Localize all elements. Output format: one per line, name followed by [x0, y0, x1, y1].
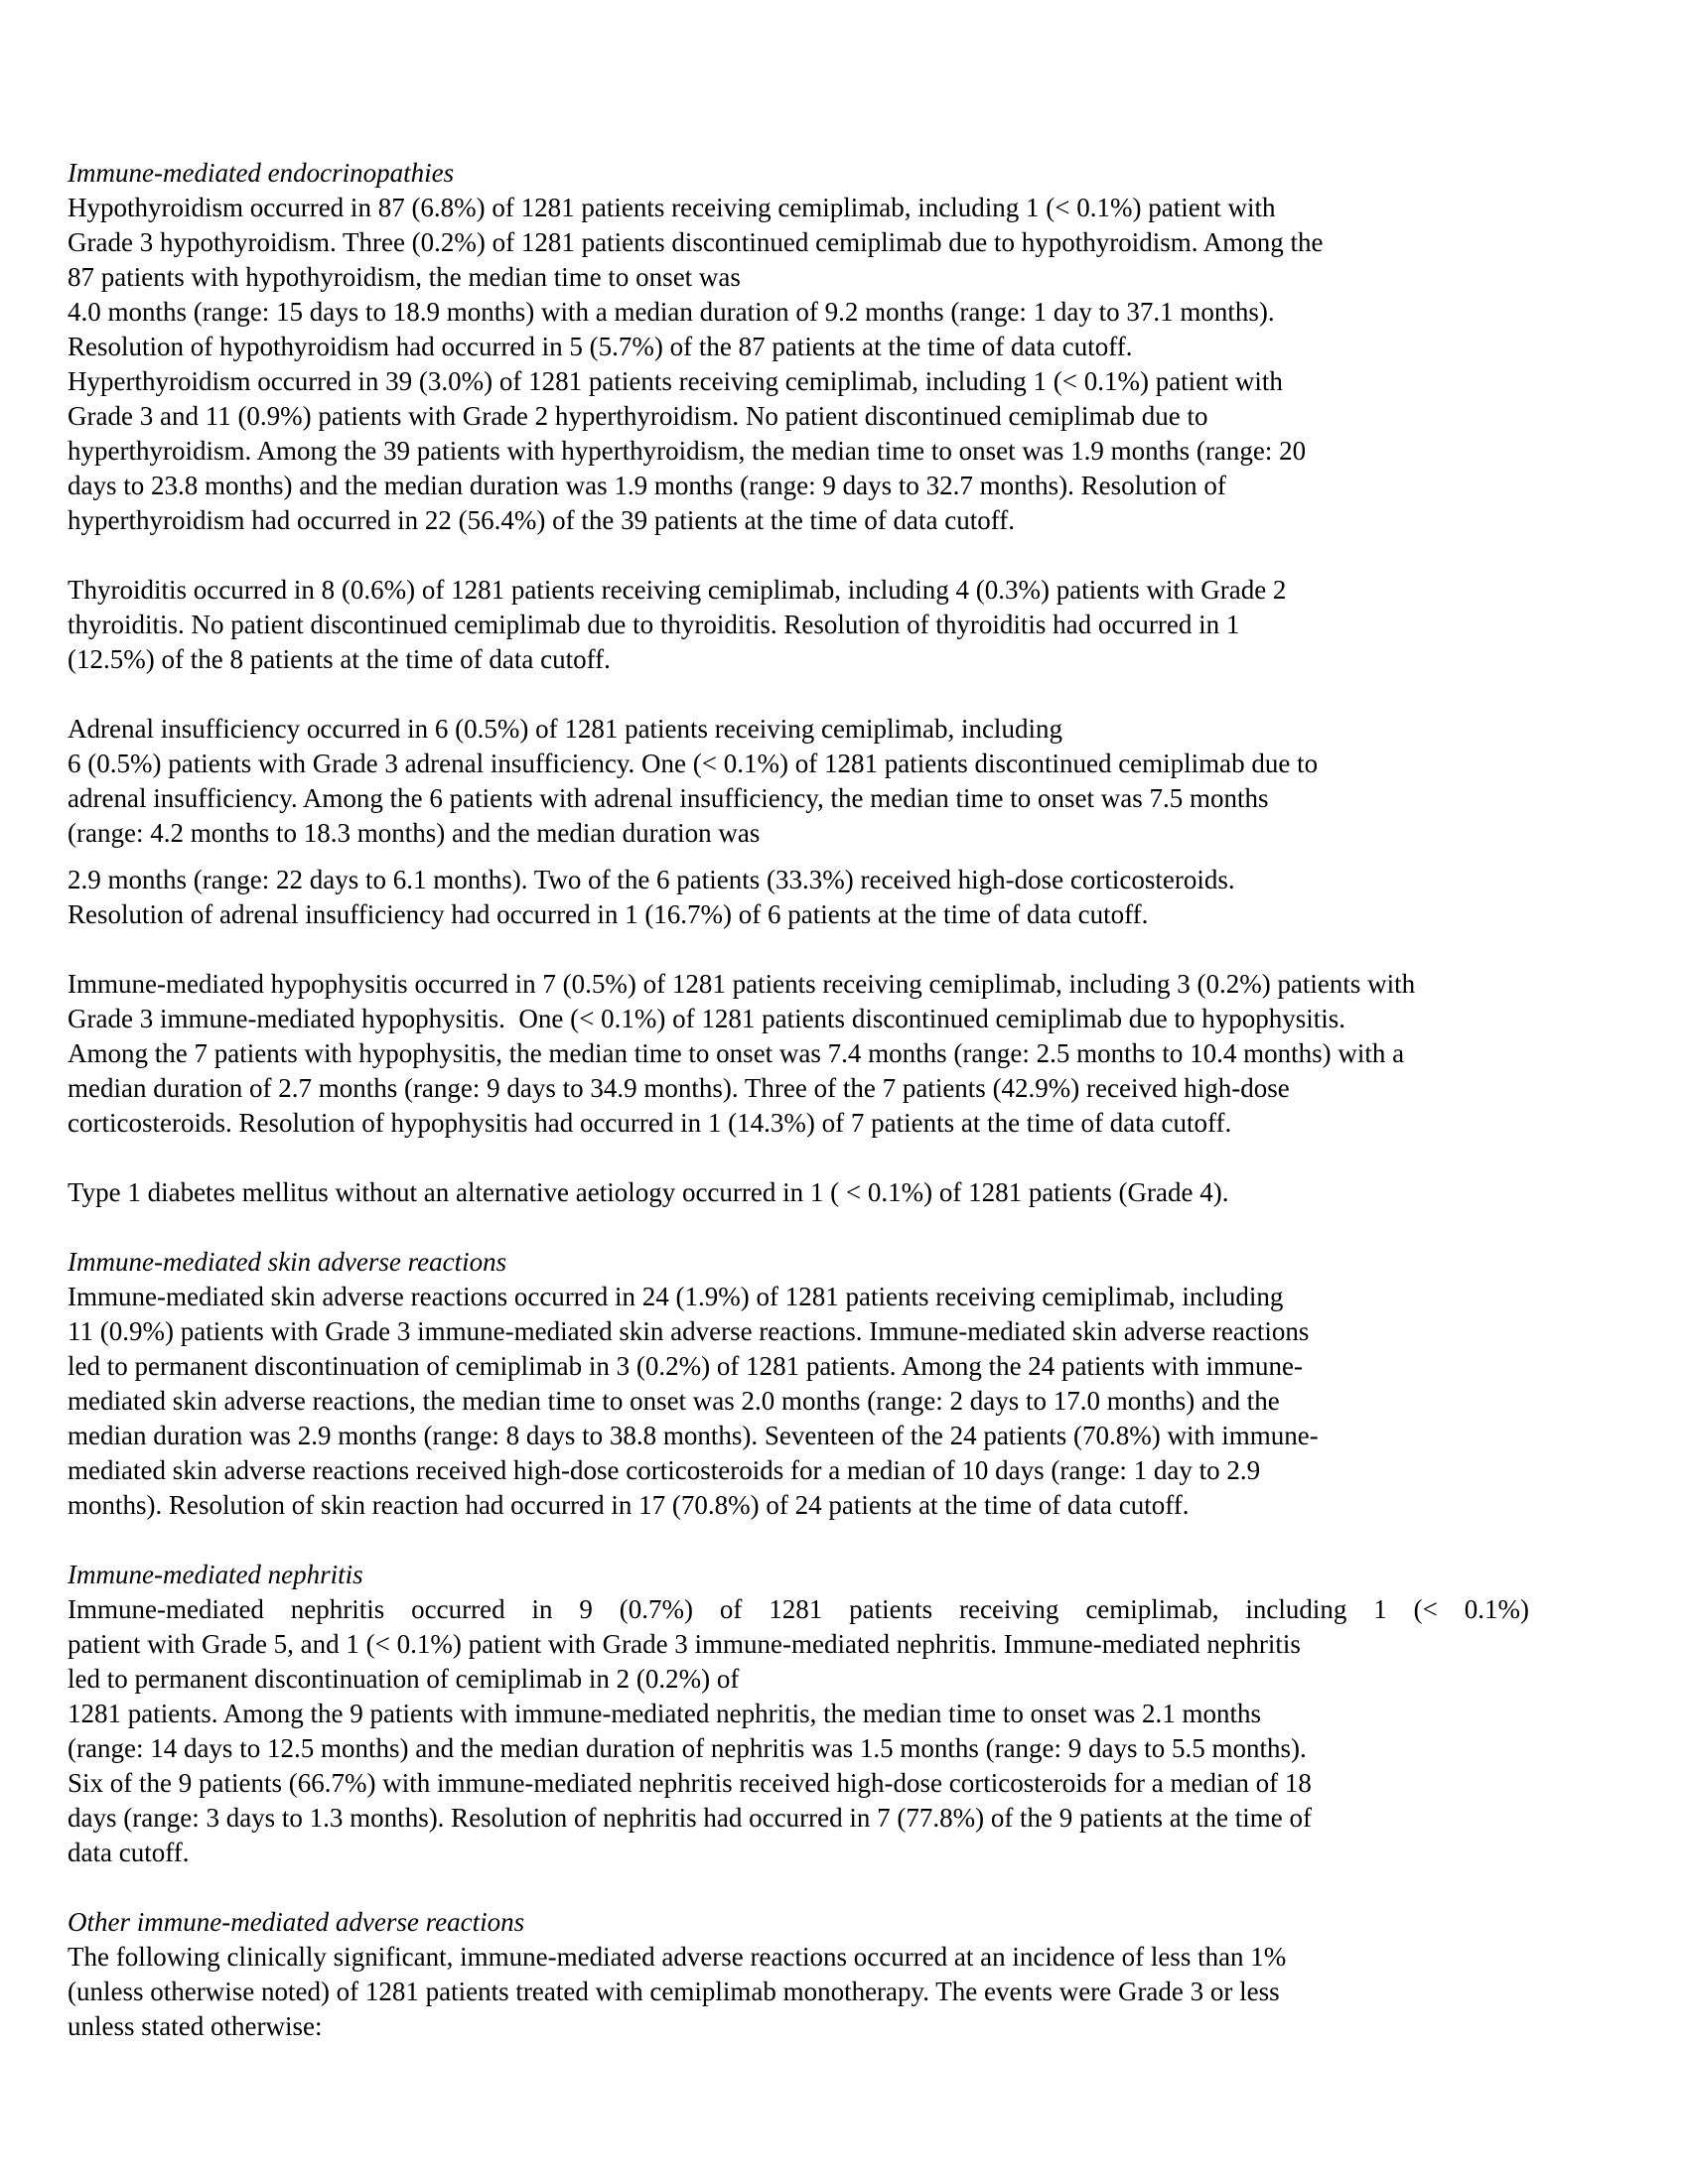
text-line: median duration was 2.9 months (range: 8 days to 38.8 months). Seventeen of the 24 patients (70.8%) with immune-: [68, 1421, 1319, 1450]
text-line: (range: 4.2 months to 18.3 months) and the median duration was: [68, 818, 761, 848]
text-line: Thyroiditis occurred in 8 (0.6%) of 1281 patients receiving cemiplimab, including 4 (0.3%) patients with Grade 2: [68, 575, 1287, 605]
paragraph-hyperthyroidism: [68, 364, 1617, 538]
text-line: 87 patients with hypothyroidism, the median time to onset was: [68, 262, 741, 292]
text-line: Resolution of hypothyroidism had occurred in 5 (5.7%) of the 87 patients at the time of data cutoff.: [68, 332, 1133, 361]
text-line: data cutoff.: [68, 1838, 190, 1867]
section-heading-other: Other immune-mediated adverse reactions: [68, 1907, 525, 1937]
text-line: The following clinically significant, immune-mediated adverse reactions occurred at an incidence of less than 1%: [68, 1942, 1287, 1972]
document-page: [68, 156, 1617, 2044]
text-line: corticosteroids. Resolution of hypophysitis had occurred in 1 (14.3%) of 7 patients at the time of data cutoff.: [68, 1108, 1232, 1138]
text-line: 2.9 months (range: 22 days to 6.1 months). Two of the 6 patients (33.3%) received high-dose corticosteroids.: [68, 865, 1235, 894]
paragraph-spacer: [68, 1210, 1617, 1245]
paragraph-spacer: [68, 1870, 1617, 1905]
text-line: Type 1 diabetes mellitus without an alternative aetiology occurred in 1 ( < 0.1%) of 1281 patients (Grade 4).: [68, 1177, 1229, 1207]
text-line: mediated skin adverse reactions, the median time to onset was 2.0 months (range: 2 days to 17.0 months) and the: [68, 1386, 1280, 1416]
text-line: (unless otherwise noted) of 1281 patients treated with cemiplimab monotherapy. The events were Grade 3 or less: [68, 1977, 1280, 2006]
paragraph-spacer: [68, 538, 1617, 573]
paragraph-thyroiditis: [68, 573, 1617, 677]
text-line: Hyperthyroidism occurred in 39 (3.0%) of 1281 patients receiving cemiplimab, including 1 (< 0.1%) patient with: [68, 366, 1283, 396]
paragraph-hypothyroidism: [68, 191, 1617, 364]
paragraph-skin-reactions: [68, 1280, 1617, 1523]
text-line: Resolution of adrenal insufficiency had occurred in 1 (16.7%) of 6 patients at the time of data cutoff.: [68, 899, 1149, 929]
text-line: hyperthyroidism had occurred in 22 (56.4%) of the 39 patients at the time of data cutoff.: [68, 505, 1015, 535]
paragraph-spacer: [68, 932, 1617, 967]
text-line: led to permanent discontinuation of cemiplimab in 2 (0.2%) of: [68, 1664, 740, 1694]
text-line: hyperthyroidism. Among the 39 patients with hyperthyroidism, the median time to onset was 1.9 months (range: 20: [68, 436, 1307, 466]
text-line: Adrenal insufficiency occurred in 6 (0.5%) of 1281 patients receiving cemiplimab, including: [68, 714, 1062, 744]
text-line: Immune-mediated nephritis occurred in 9 (0.7%) of 1281 patients receiving cemiplimab, including 1 (< 0.1%): [68, 1594, 1529, 1624]
text-line: unless stated otherwise:: [68, 2011, 323, 2041]
text-line: Grade 3 immune-mediated hypophysitis. One (< 0.1%) of 1281 patients discontinued cemiplimab due to hypophysitis.: [68, 1004, 1346, 1033]
text-line: (range: 14 days to 12.5 months) and the median duration of nephritis was 1.5 months (range: 9 days to 5.5 months).: [68, 1733, 1307, 1763]
paragraph-adrenal-insufficiency: [68, 712, 1617, 932]
text-line: patient with Grade 5, and 1 (< 0.1%) patient with Grade 3 immune-mediated nephritis. Immune-mediated nephritis: [68, 1629, 1301, 1659]
text-line: days (range: 3 days to 1.3 months). Resolution of nephritis had occurred in 7 (77.8%) of the 9 patients at the time of: [68, 1803, 1312, 1833]
text-line: days to 23.8 months) and the median duration was 1.9 months (range: 9 days to 32.7 months). Resolution of: [68, 471, 1226, 500]
paragraph-spacer: [68, 1141, 1617, 1175]
section-heading-skin: Immune-mediated skin adverse reactions: [68, 1247, 507, 1277]
text-line: Grade 3 hypothyroidism. Three (0.2%) of 1281 patients discontinued cemiplimab due to hypothyroidism. Among the: [68, 227, 1324, 257]
text-line: 1281 patients. Among the 9 patients with immune-mediated nephritis, the median time to onset was 2.1 months: [68, 1699, 1262, 1728]
text-line: median duration of 2.7 months (range: 9 days to 34.9 months). Three of the 7 patients (42.9%) received high-dose: [68, 1073, 1290, 1103]
text-line: Among the 7 patients with hypophysitis, the median time to onset was 7.4 months (range: 2.5 months to 10.4 months) with a: [68, 1038, 1405, 1068]
text-line: mediated skin adverse reactions received high-dose corticosteroids for a median of 10 days (range: 1 day to 2.9: [68, 1455, 1261, 1485]
paragraph-nephritis: [68, 1592, 1617, 1870]
paragraph-diabetes: [68, 1175, 1617, 1210]
text-line: 6 (0.5%) patients with Grade 3 adrenal insufficiency. One (< 0.1%) of 1281 patients discontinued cemiplimab due to: [68, 749, 1319, 778]
text-line: 4.0 months (range: 15 days to 18.9 months) with a median duration of 9.2 months (range: 1 day to 37.1 months).: [68, 297, 1275, 327]
text-line: 11 (0.9%) patients with Grade 3 immune-mediated skin adverse reactions. Immune-mediated skin adverse reactions: [68, 1316, 1310, 1346]
text-line: (12.5%) of the 8 patients at the time of data cutoff.: [68, 644, 611, 674]
section-heading-endocrinopathies: Immune-mediated endocrinopathies: [68, 158, 455, 188]
paragraph-hypophysitis: [68, 967, 1617, 1141]
paragraph-spacer: [68, 677, 1617, 712]
text-line: Grade 3 and 11 (0.9%) patients with Grade 2 hyperthyroidism. No patient discontinued cemiplimab due to: [68, 401, 1208, 431]
text-line: Immune-mediated hypophysitis occurred in 7 (0.5%) of 1281 patients receiving cemiplimab, including 3 (0.2%) patients with: [68, 969, 1416, 999]
text-line: thyroiditis. No patient discontinued cemiplimab due to thyroiditis. Resolution of thyroiditis had occurred in 1: [68, 610, 1240, 639]
text-line: Six of the 9 patients (66.7%) with immune-mediated nephritis received high-dose corticosteroids for a median of 18: [68, 1768, 1312, 1798]
text-line: adrenal insufficiency. Among the 6 patients with adrenal insufficiency, the median time to onset was 7.5 months: [68, 783, 1269, 813]
text-line: Hypothyroidism occurred in 87 (6.8%) of 1281 patients receiving cemiplimab, including 1 (< 0.1%) patient with: [68, 193, 1276, 222]
text-line: Immune-mediated skin adverse reactions occurred in 24 (1.9%) of 1281 patients receiving cemiplimab, including: [68, 1282, 1284, 1311]
text-line: led to permanent discontinuation of cemiplimab in 3 (0.2%) of 1281 patients. Among the 24 patients with immune-: [68, 1351, 1304, 1381]
text-line: months). Resolution of skin reaction had occurred in 17 (70.8%) of 24 patients at the time of data cutoff.: [68, 1490, 1190, 1520]
paragraph-spacer: [68, 1523, 1617, 1558]
line-spacer: [68, 851, 1617, 863]
section-heading-nephritis: Immune-mediated nephritis: [68, 1560, 363, 1589]
paragraph-other-reactions: [68, 1940, 1617, 2044]
